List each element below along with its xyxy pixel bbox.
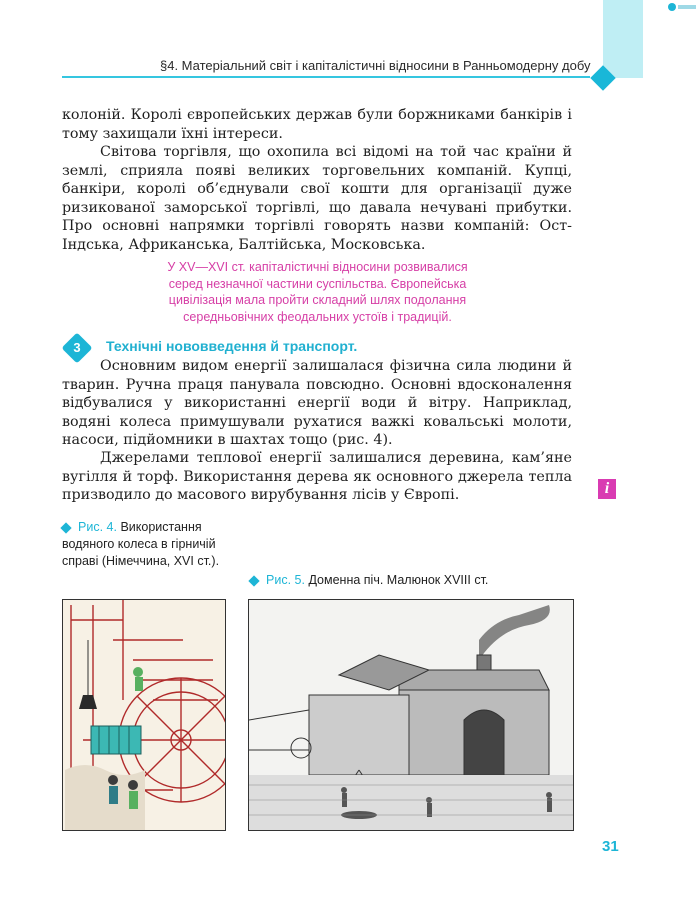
figure-4-caption-text: Використання водяного колеса в гірничій справі (Німеччина, XVI ст.).	[62, 520, 220, 568]
paragraph-3: Основним видом енергії залишалася фізична сила людини й тварин. Ручна праця панувала повсюдно. Основні вдосконалення відбувалися у використанні енергії води й вітру. Наприклад, водяні колеса примушували рухатися важкі ковальські молоти, насоси, підйомники в шахтах тощо (рис. 4).	[62, 358, 572, 448]
section-number: 3	[73, 340, 81, 355]
blast-furnace-illustration	[249, 600, 573, 830]
running-header: §4. Матеріальний світ і капіталістичні відносини в Ранньомодерну добу	[160, 58, 591, 73]
paragraph-2: Світова торгівля, що охопила всі відомі на той час країни й землі, сприяла появі великих торговельних компаній. Купці, банкіри, королі об’єднували свої кошти для організації дуже ризикованої заморської торгівлі, що давала нечувані прибутки. Про основні напрямки торгівлі говорять назви компаній: Ост-Індська, Африканська, Балтійська, Московська.	[62, 144, 572, 253]
section-title: Технічні нововведення й транспорт.	[106, 338, 358, 354]
paragraph-1: колоній. Королі європейських держав були боржниками банкірів і тому захищали їхні інтереси.	[62, 107, 572, 142]
water-wheel-illustration	[63, 600, 225, 830]
figure-5-caption-text: Доменна піч. Малюнок XVIII ст.	[308, 573, 489, 587]
info-icon: i	[598, 479, 616, 499]
figure-5-caption	[250, 572, 580, 589]
header-rule	[62, 76, 590, 78]
caption-marker-icon	[60, 522, 71, 533]
figure-4-caption	[62, 519, 232, 570]
page-number: 31	[602, 838, 619, 855]
paragraph-4: Джерелами теплової енергії залишалися деревина, кам’яне вугілля й торф. Використання дерева як основного джерела тепла призводило до масового вирубування лісів у Європі.	[62, 450, 572, 503]
figure-5-label: Рис. 5.	[266, 573, 305, 587]
figure-5-image	[248, 599, 574, 831]
figure-4-label: Рис. 4.	[78, 520, 117, 534]
publisher-logo-icon	[667, 2, 697, 12]
caption-marker-icon	[248, 575, 259, 586]
highlight-note: У XV—XVI ст. капіталістичні відносини розвивалися серед незначної частини суспільства. Європейська цивілізація мала пройти складний шлях подолання середньовічних феодальних устоїв і традицій.	[167, 260, 468, 324]
page-tab-strip	[603, 0, 643, 78]
figure-4-image	[62, 599, 226, 831]
